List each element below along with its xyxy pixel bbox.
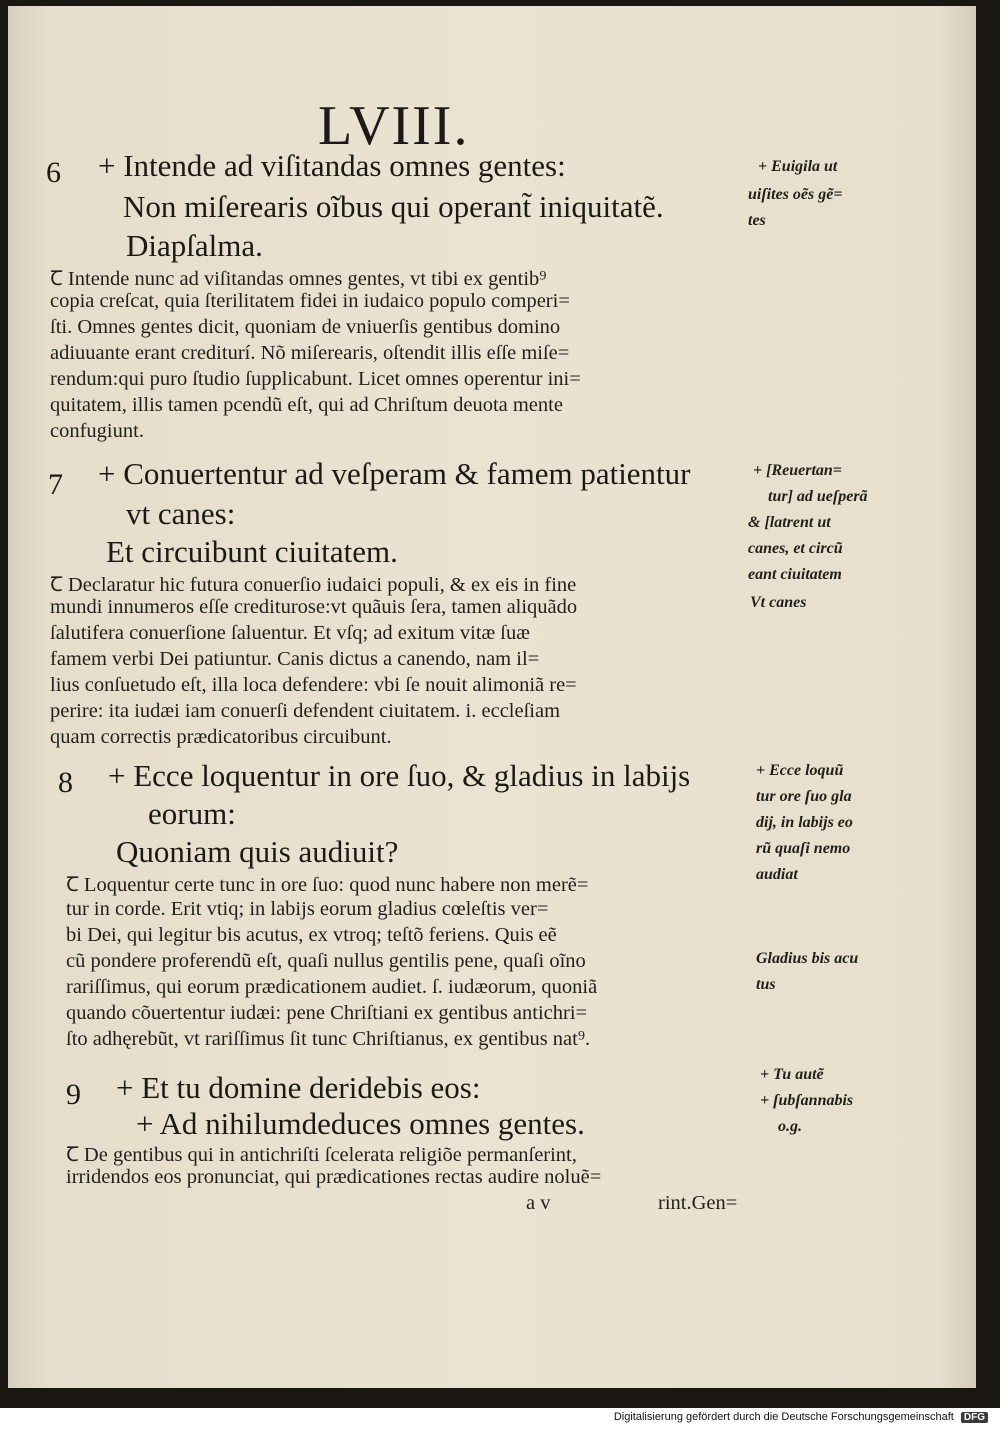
commentary-line: Ꞇ Intende nunc ad viſitandas omnes gentes, vt tibi ex gentib⁹ (50, 268, 547, 290)
margin-note: + [Reuertan= (753, 462, 842, 479)
verse-line: Diapſalma. (126, 228, 263, 263)
commentary-line: lius conſuetudo eſt, illa loca defendere: vbi ſe nouit alimoniã re= (50, 674, 577, 696)
verse-line: + Et tu domine deridebis eos: (116, 1070, 481, 1105)
commentary-line: confugiunt. (50, 420, 144, 442)
verse-line: Non miſerearis oĩbus qui operant̃ iniquitatẽ. (123, 189, 664, 224)
verse-number: 8 (58, 766, 73, 799)
margin-note: + ſubſannabis (760, 1092, 854, 1109)
margin-note: uiſites oẽs gẽ= (748, 186, 843, 203)
footer-credit (614, 1411, 988, 1423)
commentary-line: Ꞇ De gentibus qui in antichriſti ſcelerata religiõe permanſerint, (66, 1144, 577, 1166)
commentary-line: quam correctis prædicatoribus circuibunt. (50, 726, 392, 748)
verse-line: + Conuertentur ad veſperam & famem patientur (98, 456, 691, 491)
commentary-line: Ꞇ Loquentur certe tunc in ore ſuo: quod nunc habere non merẽ= (66, 874, 589, 896)
margin-note: dij, in labijs eo (756, 814, 853, 831)
commentary-line: copia creſcat, quia ſterilitatem fidei in iudaico populo comperi= (50, 290, 570, 312)
verse-line: Et circuibunt ciuitatem. (106, 534, 398, 569)
verse-number: 6 (46, 156, 61, 189)
commentary-line: adiuuante erant crediturí. Nõ miſerearis, oſtendit illis eſſe miſe= (50, 342, 570, 364)
margin-note: tes (748, 212, 766, 229)
commentary-line: irridendos eos pronunciat, qui prædicationes rectas audire noluẽ= (66, 1166, 602, 1188)
verse-line: + Intende ad viſitandas omnes gentes: (98, 148, 566, 183)
book-page (8, 6, 976, 1388)
catchword: rint.Gen= (658, 1192, 738, 1214)
commentary-line: Ꞇ Declaratur hic futura conuerſio iudaici populi, & ex eis in fine (50, 574, 577, 596)
dfg-logo: DFG (961, 1412, 988, 1423)
commentary-line: rariſſimus, qui eorum prædicationem audiet. ſ. iudæorum, quoniã (66, 976, 598, 998)
commentary-line: perire: ita iudæi iam conuerſi defendent ciuitatem. i. eccleſiam (50, 700, 561, 722)
margin-note: + Euigila ut (758, 158, 838, 175)
commentary-line: quando cõuertentur iudæi: pene Chriſtiani ex gentibus antichri= (66, 1002, 588, 1024)
verse-number: 7 (48, 468, 63, 501)
margin-note: + Ecce loquũ (756, 762, 844, 779)
verse-line: + Ad nihilumdeduces omnes gentes. (136, 1106, 585, 1141)
margin-note: tur] ad ueſperã (768, 488, 868, 505)
commentary-line: famem verbi Dei patiuntur. Canis dictus a canendo, nam il= (50, 648, 540, 670)
pilcrow-icon: Ꞇ (66, 874, 79, 896)
margin-note: + Tu autẽ (760, 1066, 824, 1083)
margin-note: tus (756, 976, 776, 993)
margin-note: audiat (756, 866, 798, 883)
commentary-line: bi Dei, qui legitur bis acutus, ex vtroq; teſtõ feriens. Quis eẽ (66, 924, 557, 946)
verse-line: + Ecce loquentur in ore ſuo, & gladius in labijs (108, 758, 691, 793)
footer-text: Digitalisierung gefördert durch die Deutsche Forschungsgemeinschaft (613, 1411, 954, 1423)
margin-note: rũ quaſi nemo (756, 840, 851, 857)
verse-line: Quoniam quis audiuit? (116, 834, 399, 869)
folio-number: LVIII. (318, 95, 470, 157)
margin-note: Gladius bis acu (756, 950, 859, 967)
commentary-line: rendum:qui puro ſtudio ſupplicabunt. Licet omnes operentur ini= (50, 368, 581, 390)
commentary-line: mundi innumeros eſſe crediturose:vt quãuis ſera, tamen aliquãdo (50, 596, 578, 618)
margin-note: tur ore ſuo gla (756, 788, 852, 805)
margin-note: o.g. (778, 1118, 802, 1135)
margin-note: & [latrent ut (748, 514, 831, 531)
commentary-line: ſti. Omnes gentes dicit, quoniam de vniuerſis gentibus domino (50, 316, 561, 338)
commentary-line: ſto adhęrebũt, vt rariſſimus ſit tunc Chriſtianus, ex gentibus nat⁹. (66, 1028, 591, 1050)
verse-line: vt canes: (126, 496, 236, 531)
commentary-line: cũ pondere proferendũ eſt, quaſi nullus gentilis pene, quaſi oĩno (66, 950, 586, 972)
signature-mark: a v (526, 1192, 551, 1214)
commentary-line: ſalutifera conuerſione ſaluentur. Et vſq; ad exitum vitæ ſuæ (50, 622, 530, 644)
margin-note: eant ciuitatem (748, 566, 842, 583)
margin-note: canes, et circũ (748, 540, 843, 557)
pilcrow-icon: Ꞇ (66, 1144, 79, 1166)
pilcrow-icon: Ꞇ (50, 574, 63, 596)
verse-number: 9 (66, 1078, 81, 1111)
margin-note: Vt canes (750, 594, 807, 611)
commentary-line: tur in corde. Erit vtiq; in labijs eorum gladius cœleſtis ver= (66, 898, 549, 920)
verse-line: eorum: (148, 796, 236, 831)
commentary-line: quitatem, illis tamen pcendũ eſt, qui ad Chriſtum deuota mente (50, 394, 563, 416)
pilcrow-icon: Ꞇ (50, 268, 63, 290)
